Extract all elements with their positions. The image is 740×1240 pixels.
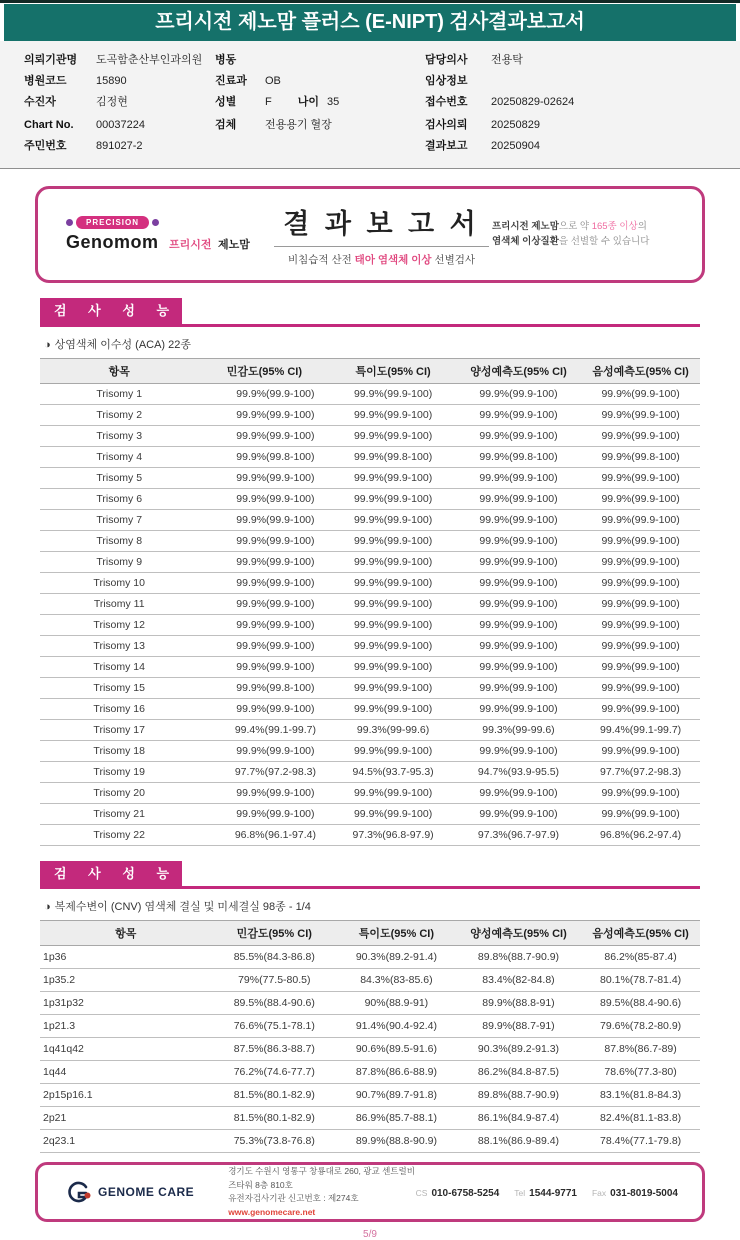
table-row: Trisomy 14 99.9%(99.9-100) 99.9%(99.9-100) 99.9%(99.9-100) 99.9%(99.9-100) [40,656,700,677]
section2-subtitle: ◑ 복제수변이 (CNV) 염색체 결실 및 미세결실 98종 - 1/4 [44,901,311,914]
page-title: 프리시전 제노맘 플러스 (E-NIPT) 검사결과보고서 [155,11,585,33]
table-row: Trisomy 20 99.9%(99.9-100) 99.9%(99.9-100) 99.9%(99.9-100) 99.9%(99.9-100) [40,782,700,803]
table-row: Trisomy 11 99.9%(99.9-100) 99.9%(99.9-100) 99.9%(99.9-100) 99.9%(99.9-100) [40,593,700,614]
section1-subtitle: ◑ 상염색체 이수성 (ACA) 22종 [44,338,192,351]
table-row: Trisomy 12 99.9%(99.9-100) 99.9%(99.9-100) 99.9%(99.9-100) 99.9%(99.9-100) [40,614,700,635]
table-row: 1p31p32 89.5%(88.4-90.6) 90%(88.9-91) 89.9%(88.8-91) 89.5%(88.4-90.6) [40,992,700,1015]
table-row: Trisomy 19 97.7%(97.2-98.3) 94.5%(93.7-95.3) 94.7%(93.9-95.5) 97.7%(97.2-98.3) [40,761,700,782]
section1-header [40,298,700,327]
report-title: 결 과 보 고 서 [283,209,480,239]
table-row: Trisomy 15 99.9%(99.8-100) 99.9%(99.9-100) 99.9%(99.9-100) 99.9%(99.9-100) [40,677,700,698]
field-hospital: 의뢰기관명 도곡함춘산부인과의원 [24,54,203,66]
field-doctor: 담당의사 전용탁 [425,54,523,66]
table-row: 1q41q42 87.5%(86.3-88.7) 90.6%(89.5-91.6) 90.3%(89.2-91.3) 87.8%(86.7-89) [40,1038,700,1061]
table-row: Trisomy 6 99.9%(99.9-100) 99.9%(99.9-100) 99.9%(99.9-100) 99.9%(99.9-100) [40,488,700,509]
table-row: Trisomy 10 99.9%(99.9-100) 99.9%(99.9-100) 99.9%(99.9-100) 99.9%(99.9-100) [40,572,700,593]
table-row: 1p21.3 76.6%(75.1-78.1) 91.4%(90.4-92.4) 89.9%(88.7-91) 79.6%(78.2-80.9) [40,1015,700,1038]
table-row: 2q23.1 75.3%(73.8-76.8) 89.9%(88.8-90.9) 88.1%(86.9-89.4) 78.4%(77.1-79.8) [40,1130,700,1153]
table-row: 1p35.2 79%(77.5-80.5) 84.3%(83-85.6) 83.4%(82-84.8) 80.1%(78.7-81.4) [40,969,700,992]
table-row: Trisomy 17 99.4%(99.1-99.7) 99.3%(99-99.6) 99.3%(99-99.6) 99.4%(99.1-99.7) [40,719,700,740]
footer-box [35,1162,705,1222]
field-department: 진료과 OB [215,75,281,87]
table-row: Trisomy 7 99.9%(99.9-100) 99.9%(99.9-100) 99.9%(99.9-100) 99.9%(99.9-100) [40,509,700,530]
report-title-block [271,202,492,267]
dot-icon [152,219,159,226]
aca-performance-table [40,358,700,846]
field-specimen: 검체 전용용기 혈장 [215,119,332,131]
report-subtitle: 비침습적 산전 태아 염색체 이상 선별검사 [287,254,476,266]
field-request-date: 검사의뢰 20250829 [425,119,540,131]
footer-website-link[interactable]: www.genomecare.net [228,1206,316,1217]
table-row: Trisomy 2 99.9%(99.9-100) 99.9%(99.9-100) 99.9%(99.9-100) 99.9%(99.9-100) [40,404,700,425]
top-divider [0,0,740,3]
table-header-row: 항목 민감도(95% CI) 특이도(95% CI) 양성예측도(95% CI) 음성예측도(95% CI) [40,921,700,946]
section2-header [40,861,700,890]
table-row: Trisomy 21 99.9%(99.9-100) 99.9%(99.9-100) 99.9%(99.9-100) 99.9%(99.9-100) [40,803,700,824]
footer-address-block [228,1165,415,1219]
genomecare-logo [62,1181,194,1203]
table-row: Trisomy 16 99.9%(99.9-100) 99.9%(99.9-100) 99.9%(99.9-100) 99.9%(99.9-100) [40,698,700,719]
dot-icon [66,219,73,226]
half-circle-bullet-icon: ◑ [44,338,51,351]
footer-address: 경기도 수원시 영통구 창룡대로 260, 광교 센트럴비즈타워 8층 810호 [228,1166,415,1190]
section1-badge: 검 사 성 능 [40,298,182,324]
report-header-box [35,186,705,283]
half-circle-bullet-icon: ◑ [44,901,51,914]
table-row: 1q44 76.2%(74.6-77.7) 87.8%(86.6-88.9) 86.2%(84.8-87.5) 78.6%(77.3-80) [40,1061,700,1084]
field-chart-no: Chart No. 00037224 [24,119,145,131]
field-report-date: 결과보고 20250904 [425,140,540,152]
field-sex-age: 성별 F 나이 35 [215,96,340,108]
contact-tel: Tel 1544-9771 [514,1188,577,1200]
table-row: 1p36 85.5%(84.3-86.8) 90.3%(89.2-91.4) 89.8%(88.7-90.9) 86.2%(85-87.4) [40,946,700,969]
table-row: Trisomy 8 99.9%(99.9-100) 99.9%(99.9-100) 99.9%(99.9-100) 99.9%(99.9-100) [40,530,700,551]
table-row: Trisomy 3 99.9%(99.9-100) 99.9%(99.9-100) 99.9%(99.9-100) 99.9%(99.9-100) [40,425,700,446]
report-title-banner [4,4,736,41]
precision-badge: PRECISION [66,216,271,229]
table-row: 2p15p16.1 81.5%(80.1-82.9) 90.7%(89.7-91.8) 89.8%(88.7-90.9) 83.1%(81.8-84.3) [40,1084,700,1107]
table-row: Trisomy 22 96.8%(96.1-97.4) 97.3%(96.8-97.9) 97.3%(96.7-97.9) 96.8%(96.2-97.4) [40,824,700,845]
table-row: Trisomy 1 99.9%(99.9-100) 99.9%(99.9-100) 99.9%(99.9-100) 99.9%(99.9-100) [40,383,700,404]
title-underline [274,246,489,247]
table-row: Trisomy 18 99.9%(99.9-100) 99.9%(99.9-100) 99.9%(99.9-100) 99.9%(99.9-100) [40,740,700,761]
genomom-logo [66,216,271,253]
cnv-performance-table [40,920,700,1153]
page-number: 5/9 [363,1229,377,1240]
field-resident-no: 주민번호 891027-2 [24,140,143,152]
footer-logo-text: GENOME CARE [98,1185,195,1200]
field-ward: 병동 [215,54,237,66]
field-patient: 수진자 김정현 [24,96,128,108]
table-row: Trisomy 9 99.9%(99.9-100) 99.9%(99.9-100) 99.9%(99.9-100) 99.9%(99.9-100) [40,551,700,572]
contact-cs: CS 010-6758-5254 [415,1188,500,1200]
contact-fax: Fax 031-8019-5004 [591,1188,678,1200]
field-hospital-code: 병원코드 15890 [24,75,127,87]
table-row: 2p21 81.5%(80.1-82.9) 86.9%(85.7-88.1) 86.1%(84.9-87.4) 82.4%(81.1-83.8) [40,1107,700,1130]
field-clinical-info: 임상정보 [425,75,468,87]
genomecare-logo-icon [62,1181,92,1203]
footer-license: 유전자검사기관 신고번호 : 제274호 [228,1193,359,1204]
section2-badge: 검 사 성 능 [40,861,182,887]
brand-line: Genomom 프리시전 제노맘 [66,232,250,252]
table-row: Trisomy 13 99.9%(99.9-100) 99.9%(99.9-100) 99.9%(99.9-100) 99.9%(99.9-100) [40,635,700,656]
patient-info-panel [0,41,740,169]
table-header-row: 항목 민감도(95% CI) 특이도(95% CI) 양성예측도(95% CI) 음성예측도(95% CI) [40,358,700,383]
footer-contacts [416,1183,678,1201]
table-row: Trisomy 5 99.9%(99.9-100) 99.9%(99.9-100) 99.9%(99.9-100) 99.9%(99.9-100) [40,467,700,488]
field-empty [215,136,425,157]
field-receipt-no: 접수번호 20250829-02624 [425,96,575,108]
table-row: Trisomy 4 99.9%(99.8-100) 99.9%(99.8-100) 99.9%(99.8-100) 99.9%(99.8-100) [40,446,700,467]
report-description: 프리시전 제노맘으로 약 165종 이상의 염색체 이상질환을 선별할 수 있습니다 [492,220,650,247]
